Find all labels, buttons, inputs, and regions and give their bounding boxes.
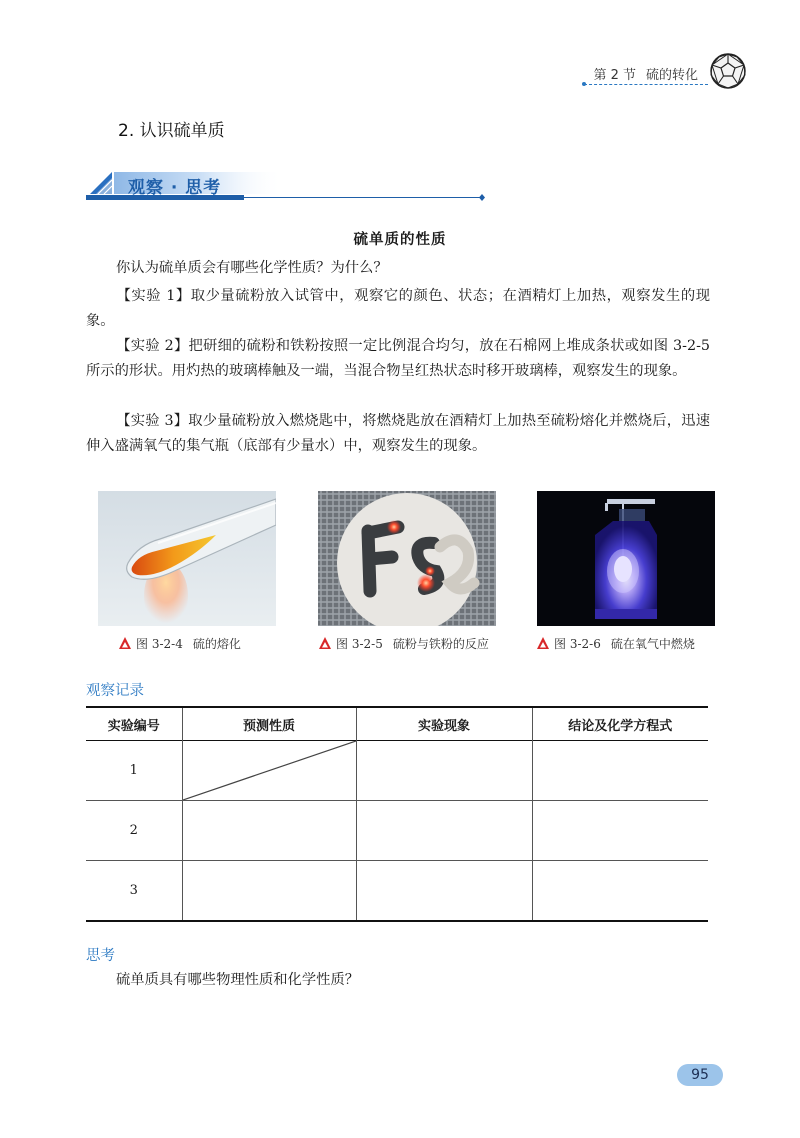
table-row <box>86 801 708 861</box>
page-number-badge: 95 <box>677 1064 723 1086</box>
sulfur-iron-reaction-photo <box>318 491 496 626</box>
header-section-title: 硫的转化 <box>645 68 698 83</box>
figure-caption-3 <box>536 635 695 652</box>
prediction-cell[interactable] <box>182 861 356 922</box>
warning-triangle-icon <box>318 636 332 650</box>
table-row <box>86 741 708 801</box>
prediction-cell-crossed <box>182 741 356 801</box>
column-header: 结论及化学方程式 <box>568 718 673 734</box>
banner-title: 观察 · 思考 <box>128 178 222 198</box>
experiment-1-paragraph <box>86 284 710 334</box>
phenomenon-cell[interactable] <box>356 741 532 801</box>
experiment-3-text: 【实验 3】取少量硫粉放入燃烧匙中，将燃烧匙放在酒精灯上加热至硫粉熔化并燃烧后，迅速伸入盛满氧气的集气瓶（底部有少量水）中，观察发生的现象。 <box>86 413 710 454</box>
phenomenon-cell[interactable] <box>356 861 532 922</box>
conclusion-cell[interactable] <box>532 861 708 922</box>
think-heading: 思考 <box>86 948 115 964</box>
figure-caption-text: 硫在氧气中燃烧 <box>610 637 695 651</box>
fullerene-icon <box>708 51 748 91</box>
record-table <box>86 706 708 922</box>
question-text: 你认为硫单质会有哪些化学性质？为什么？ <box>116 260 388 276</box>
column-header: 实验编号 <box>86 707 182 741</box>
record-heading: 观察记录 <box>86 683 144 699</box>
row-number: 2 <box>86 801 182 861</box>
sulfur-melting-photo <box>98 491 276 626</box>
conclusion-cell[interactable] <box>532 741 708 801</box>
section-heading: 2. 认识硫单质 <box>118 121 225 141</box>
figure-caption-1 <box>118 635 241 652</box>
figure-caption-text: 硫粉与铁粉的反应 <box>392 637 489 651</box>
figure-caption-2 <box>318 635 489 652</box>
prediction-cell[interactable] <box>182 801 356 861</box>
experiment-title: 硫单质的性质 <box>353 231 447 248</box>
column-header: 实验现象 <box>356 707 532 741</box>
figure-number: 图 3-2-4 <box>136 637 183 651</box>
header-rule <box>584 84 708 85</box>
row-number: 1 <box>86 741 182 801</box>
table-row <box>86 861 708 922</box>
conclusion-cell[interactable] <box>532 801 708 861</box>
sulfur-burning-photo <box>537 491 715 626</box>
row-number: 3 <box>86 861 182 922</box>
experiment-1-text: 【实验 1】取少量硫粉放入试管中，观察它的颜色、状态；在酒精灯上加热，观察发生的现象。 <box>86 288 710 329</box>
warning-triangle-icon <box>536 636 550 650</box>
header-section-number: 第 2 节 <box>593 68 636 83</box>
experiment-2-paragraph <box>86 334 710 384</box>
think-question: 硫单质具有哪些物理性质和化学性质？ <box>116 972 360 988</box>
table-header-row <box>86 707 708 741</box>
figure-number: 图 3-2-5 <box>336 637 383 651</box>
experiment-2-text: 【实验 2】把研细的硫粉和铁粉按照一定比例混合均匀，放在石棉网上堆成条状或如图 3-2-5 所示的形状。用灼热的玻璃棒触及一端，当混合物呈红热状态时移开玻璃棒，观察发生的现象。 <box>86 338 710 379</box>
diagonal-line <box>183 741 356 800</box>
running-header <box>593 64 698 83</box>
figure-caption-text: 硫的熔化 <box>192 637 241 651</box>
column-header: 预测性质 <box>182 707 356 741</box>
warning-triangle-icon <box>118 636 132 650</box>
experiment-3-paragraph <box>86 409 710 459</box>
question-paragraph <box>86 256 710 281</box>
phenomenon-cell[interactable] <box>356 801 532 861</box>
figure-number: 图 3-2-6 <box>554 637 601 651</box>
